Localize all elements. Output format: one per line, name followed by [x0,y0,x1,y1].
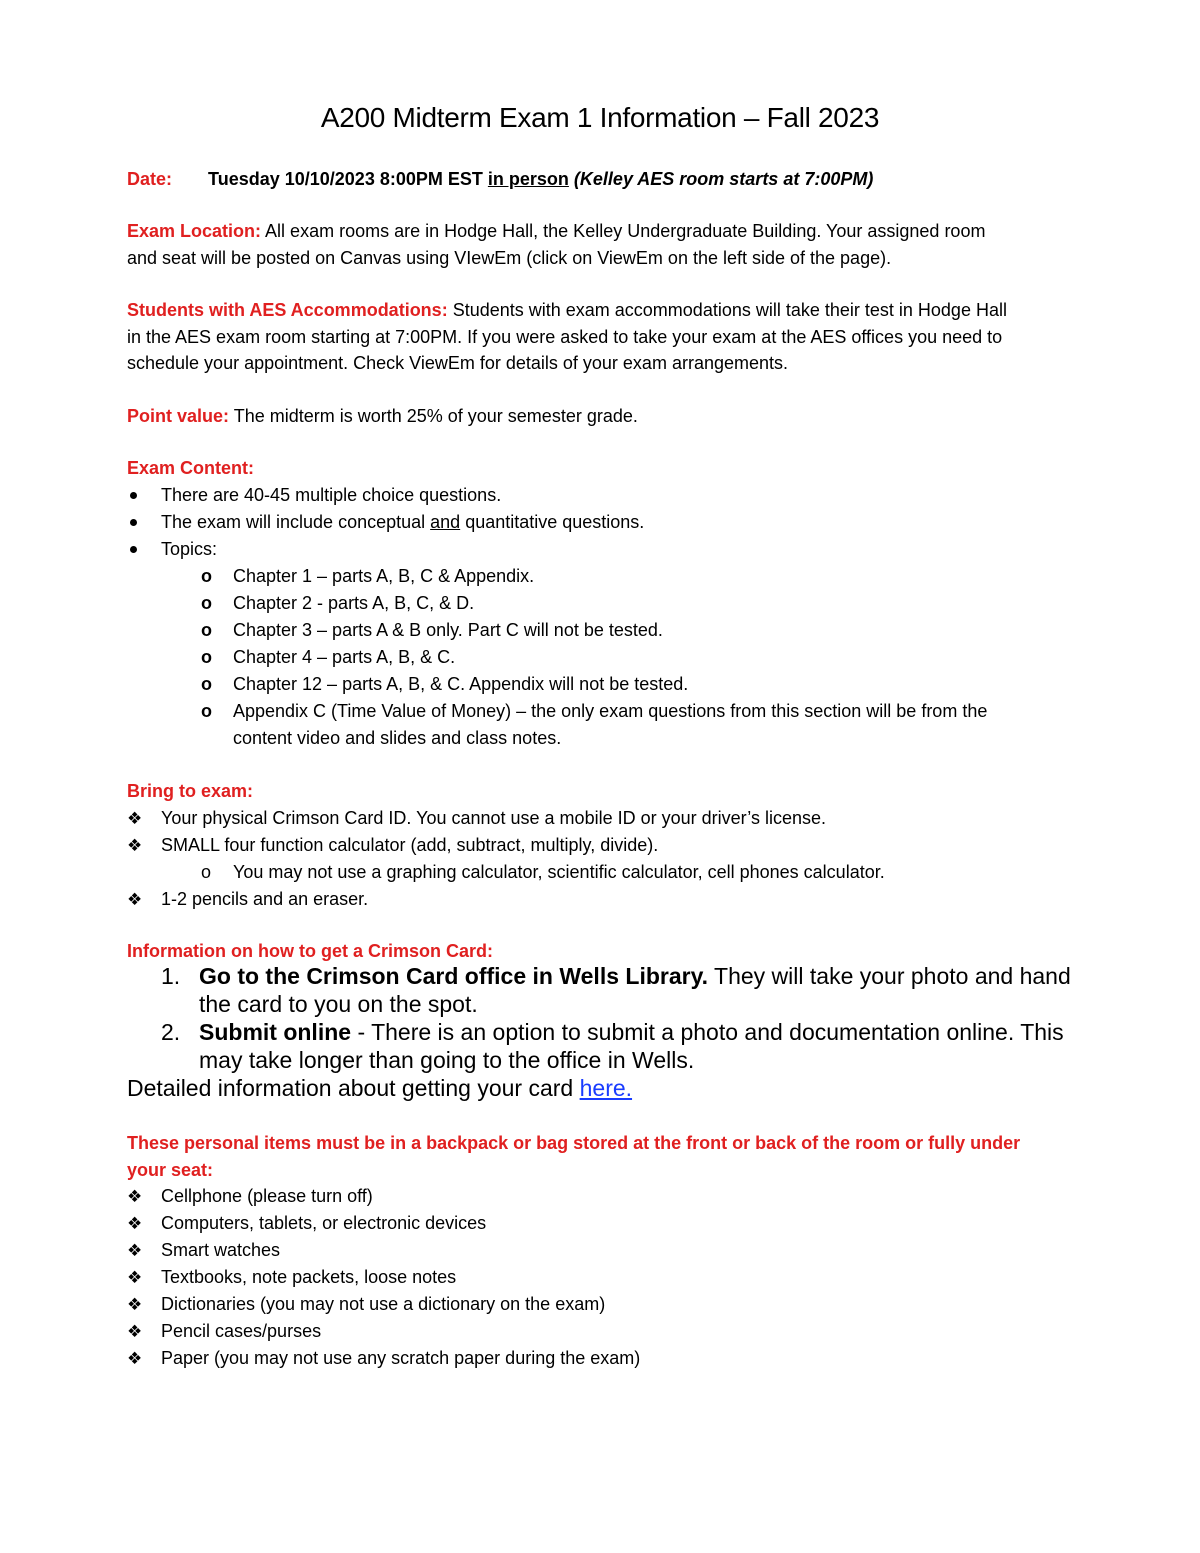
date-note: (Kelley AES room starts at 7:00PM) [573,169,874,189]
crimson-step-2 [127,1018,1107,1074]
step-2-bold: Submit online [199,1019,352,1045]
content-item-1: There are 40-45 multiple choice questions. [161,484,502,505]
personal-item-text: Textbooks, note packets, loose notes [161,1267,457,1287]
diamond-bullet-icon: ❖ [127,808,143,828]
aes-line1: Students with exam accommodations will take their test in Hodge Hall [452,300,1007,320]
sub-bullet-marker: o [201,700,212,721]
content-item-3: Topics: [161,538,218,559]
step-1-text: They will take your photo and hand the card to you on the spot. [199,963,1071,1017]
sub-bullet-marker: o [201,592,212,613]
date-mode: in person [487,169,569,189]
page-title: A200 Midterm Exam 1 Information – Fall 2023 [320,102,880,133]
personal-item-text: Smart watches [161,1240,281,1260]
sub-bullet-marker: o [201,673,212,694]
list-item [127,1183,1087,1210]
list-item [127,1237,1087,1264]
exam-content-section [127,455,1087,752]
aes-line2: in the AES exam room starting at 7:00PM. If you were asked to take your exam at the AES offices you need to [127,326,1003,347]
bring-item-3: 1-2 pencils and an eraser. [161,888,369,909]
diamond-bullet-icon: ❖ [127,1187,143,1206]
topic-item [127,590,1087,617]
personal-item-text: Computers, tablets, or electronic devices [161,1213,487,1233]
personal-items-list [127,1183,1087,1372]
topic-text: Chapter 1 – parts A, B, C & Appendix. [233,565,535,586]
topics-list [127,563,1087,725]
personal-item-text: Pencil cases/purses [161,1321,322,1341]
bring-sub-item: You may not use a graphing calculator, scientific calculator, cell phones calculator. [233,861,885,882]
list-item [127,886,1087,913]
location-line2: and seat will be posted on Canvas using VIewEm (click on ViewEm on the left side of the page). [127,247,892,268]
list-item [127,1291,1087,1318]
bring-label: Bring to exam: [127,781,254,801]
list-item [127,1264,1087,1291]
content-item-2 [161,509,644,536]
crimson-step-1 [127,962,1107,1018]
diamond-bullet-icon: ❖ [127,889,143,909]
location-line1: All exam rooms are in Hodge Hall, the Kelley Undergraduate Building. Your assigned room [265,221,986,241]
diamond-bullet-icon: ❖ [127,1295,143,1314]
list-item [127,832,1087,859]
personal-item-text: Cellphone (please turn off) [161,1186,373,1206]
topic-item [127,563,1087,590]
list-item [127,859,1087,886]
bullet-dot [130,546,137,553]
aes-section [127,297,1087,377]
date-value: Tuesday 10/10/2023 8:00PM EST [208,169,483,189]
topic-item [127,644,1087,671]
point-value-text: The midterm is worth 25% of your semester grade. [233,406,638,426]
bring-item-2: SMALL four function calculator (add, subtract, multiply, divide). [161,834,659,855]
sub-bullet-marker: o [201,619,212,640]
crimson-steps [127,962,1107,1102]
step-number: 2. [161,1019,181,1045]
list-item [127,1318,1087,1345]
content-item-2-pre: The exam will include conceptual [161,511,431,532]
topic-text: Chapter 12 – parts A, B, & C. Appendix will not be tested. [233,673,689,694]
list-item [127,1345,1087,1372]
aes-line3: schedule your appointment. Check ViewEm for details of your exam arrangements. [127,353,788,373]
topic-text: Chapter 3 – parts A & B only. Part C will not be tested. [233,619,663,640]
topic-text: Appendix C (Time Value of Money) – the only exam questions from this section will be from the [233,700,988,721]
step-2-text: - There is an option to submit a photo and documentation online. This may take longer than going to the office in Wells. [199,1019,1064,1073]
topic-item [127,671,1087,698]
content-item-2-underlined: and [430,511,461,532]
personal-label-line2: your seat: [127,1159,214,1180]
topic-continuation: content video and slides and class notes. [233,727,562,748]
location-section [127,218,1087,271]
bullet-dot [130,492,137,499]
diamond-bullet-icon: ❖ [127,1214,143,1233]
bring-item-1: Your physical Crimson Card ID. You cannot use a mobile ID or your driver’s license. [161,807,826,828]
step-1-bold: Go to the Crimson Card office in Wells Library. [199,963,709,989]
sub-bullet-marker: o [201,646,212,667]
topic-text: Chapter 4 – parts A, B, & C. [233,646,456,667]
diamond-bullet-icon: ❖ [127,1268,143,1287]
point-value-section [127,403,1087,430]
personal-items-section [127,1130,1087,1372]
personal-label-line1: These personal items must be in a backpack or bag stored at the front or back of the room or fully under [127,1133,1021,1153]
list-item [127,536,1087,563]
content-item-2-post: quantitative questions. [460,511,645,532]
crimson-detail-text: Detailed information about getting your card [127,1075,580,1101]
sub-bullet-marker: o [201,861,212,882]
location-label: Exam Location: [127,221,262,241]
exam-content-label: Exam Content: [127,458,255,478]
date-line [127,166,1087,193]
crimson-card-link[interactable]: here. [579,1075,633,1101]
topic-text: Chapter 2 - parts A, B, C, & D. [233,592,475,613]
diamond-bullet-icon: ❖ [127,835,143,855]
sub-bullet-marker: o [201,565,212,586]
crimson-label: Information on how to get a Crimson Card: [127,941,493,961]
step-number: 1. [161,963,181,989]
date-label: Date: [127,169,173,189]
bring-section [127,778,1087,913]
personal-item-text: Paper (you may not use any scratch paper during the exam) [161,1348,641,1368]
diamond-bullet-icon: ❖ [127,1241,143,1260]
list-item [127,509,1087,536]
diamond-bullet-icon: ❖ [127,1349,143,1368]
personal-item-text: Dictionaries (you may not use a dictionary on the exam) [161,1294,606,1314]
topic-item [127,698,1087,725]
bullet-dot [130,519,137,526]
crimson-card-label [127,938,1087,965]
list-item [127,482,1087,509]
list-item-continuation [127,725,1087,752]
list-item [127,1210,1087,1237]
point-value-label: Point value: [127,406,230,426]
crimson-detail [127,1074,1107,1102]
list-item [127,805,1087,832]
aes-label: Students with AES Accommodations: [127,300,448,320]
topic-item [127,617,1087,644]
diamond-bullet-icon: ❖ [127,1322,143,1341]
